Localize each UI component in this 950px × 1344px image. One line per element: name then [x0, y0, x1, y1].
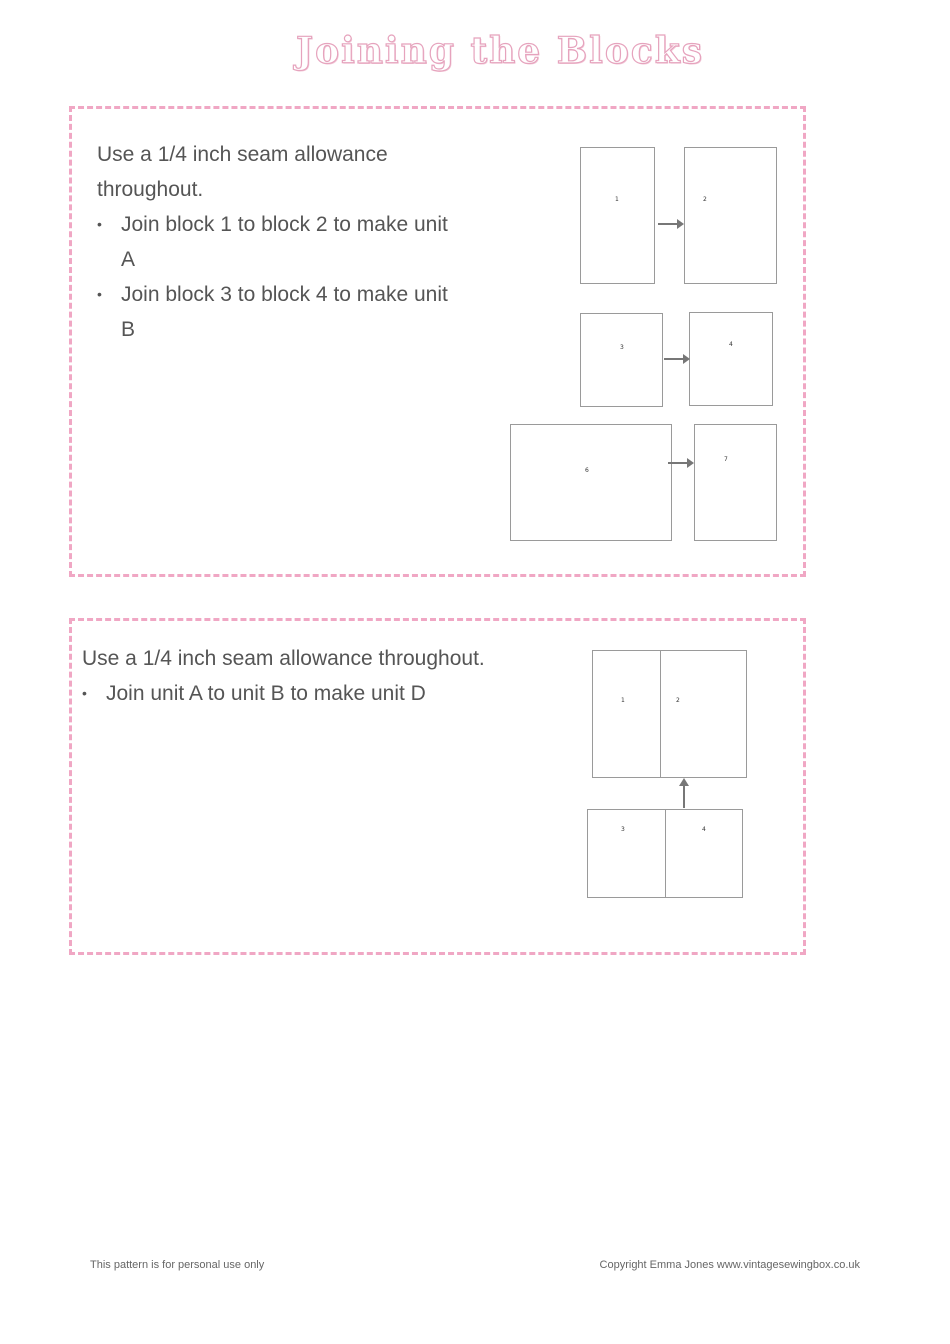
- unit-a-block-1: [592, 650, 661, 778]
- panel-1-steps: [97, 207, 457, 347]
- unit-b-block-4: [665, 809, 743, 898]
- block-4: [689, 312, 773, 406]
- unit-a-block-2: [660, 650, 747, 778]
- footer-usage-note: This pattern is for personal use only: [90, 1259, 265, 1271]
- block-number: 4: [729, 341, 733, 348]
- block-number: 6: [585, 467, 589, 474]
- arrow-right-icon: [667, 457, 695, 469]
- list-item: • Join block 1 to block 2 to make unit A: [97, 207, 457, 277]
- block-number: 2: [676, 697, 680, 704]
- panel-2-steps: [82, 676, 522, 711]
- arrow-right-icon: [657, 218, 685, 230]
- block-number: 7: [724, 456, 728, 463]
- block-number: 3: [620, 344, 624, 351]
- unit-b-block-3: [587, 809, 666, 898]
- block-number: 1: [615, 196, 619, 203]
- list-item: • Join block 3 to block 4 to make unit B: [97, 277, 457, 347]
- list-item: • Join unit A to unit B to make unit D: [82, 676, 522, 711]
- arrow-up-icon: [678, 777, 690, 809]
- footer-copyright: Copyright Emma Jones www.vintagesewingbox.co.uk: [599, 1259, 860, 1271]
- block-number: 4: [702, 826, 706, 833]
- block-2: [684, 147, 777, 284]
- arrow-right-icon: [663, 353, 691, 365]
- block-number: 3: [621, 826, 625, 833]
- panel-1-text: [97, 137, 457, 347]
- panel-2-intro: Use a 1/4 inch seam allowance throughout.: [82, 647, 485, 670]
- panel-1-intro: Use a 1/4 inch seam allowance throughout.: [97, 143, 388, 201]
- block-6: [510, 424, 672, 541]
- panel-2-text: [82, 641, 522, 711]
- block-number: 2: [703, 196, 707, 203]
- page-title: Joining the Blocks: [296, 30, 704, 72]
- block-3: [580, 313, 663, 407]
- block-1: [580, 147, 655, 284]
- block-number: 1: [621, 697, 625, 704]
- block-7: [694, 424, 777, 541]
